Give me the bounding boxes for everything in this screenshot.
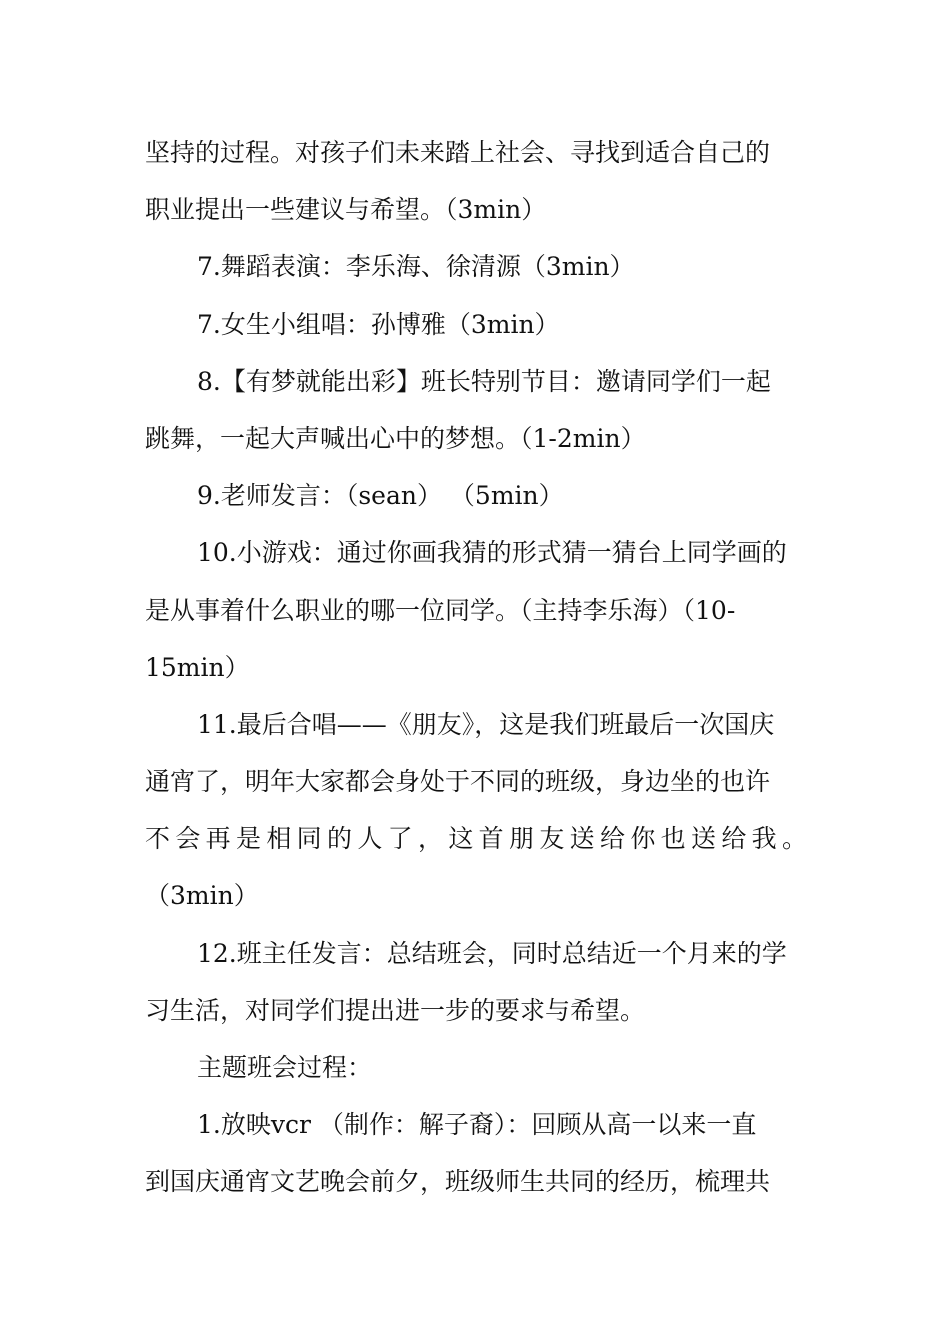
program-item: 11.最后合唱——《朋友》，这是我们班最后一次国庆 [197, 709, 775, 739]
section-heading: 主题班会过程： [197, 1053, 373, 1082]
program-item: 7.女生小组唱：孙博雅（3min） [197, 309, 560, 339]
text-line: 通宵了，明年大家都会身处于不同的班级，身边坐的也许 [145, 767, 771, 797]
program-item: 1.放映vcr （制作：解子裔）：回顾从高一以来一直 [197, 1110, 757, 1140]
text-line: 跳舞，一起大声喊出心中的梦想。（1-2min） [145, 423, 646, 453]
text-line: 不会再是相同的人了，这首朋友送给你也送给我。 [145, 824, 807, 854]
program-item: 10.小游戏：通过你画我猜的形式猜一猜台上同学画的 [197, 538, 787, 568]
program-item: 12.班主任发言：总结班会，同时总结近一个月来的学 [197, 938, 787, 968]
text-line: 是从事着什么职业的哪一位同学。（主持李乐海）（10- [145, 595, 736, 625]
text-line: （3min） [145, 881, 259, 911]
program-item: 8.【有梦就能出彩】班长特别节目：邀请同学们一起 [197, 366, 771, 396]
text-line: 习生活，对同学们提出进一步的要求与希望。 [145, 995, 646, 1025]
text-line: 15min） [145, 652, 250, 682]
program-item: 9.老师发言：（sean） （5min） [197, 481, 564, 511]
text-line: 到国庆通宵文艺晚会前夕，班级师生共同的经历，梳理共 [145, 1167, 771, 1197]
text-line: 职业提出一些建议与希望。（3min） [145, 195, 547, 225]
program-item: 7.舞蹈表演：李乐海、徐清源（3min） [197, 252, 635, 282]
document-body [145, 124, 807, 1211]
text-line: 坚持的过程。对孩子们未来踏上社会、寻找到适合自己的 [145, 138, 771, 167]
